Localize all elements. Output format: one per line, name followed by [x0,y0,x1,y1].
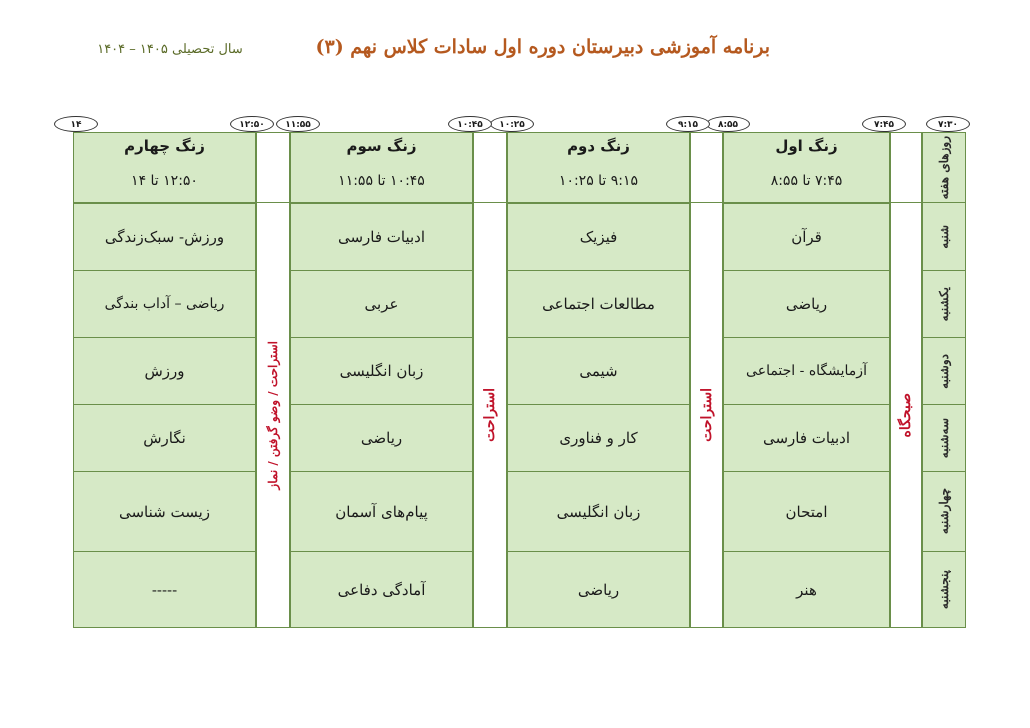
subject-cell: پیام‌های آسمان [291,471,472,551]
subject-cell: آمادگی دفاعی [291,551,472,627]
subject-cell: ورزش [74,337,255,404]
academic-year: سال تحصیلی ۱۴۰۵ – ۱۴۰۴ [97,42,243,57]
time-marker: ۱۴ [54,116,98,132]
subject-cell: قرآن [724,203,889,270]
page-title: برنامه آموزشی دبیرستان دوره اول سادات کلاس نهم (۳) [315,36,770,58]
bell-header [74,133,255,203]
bell-column-4 [73,132,256,628]
bell-name: زنگ سوم [346,137,417,155]
time-marker: ۹:۱۵ [666,116,710,132]
subject-cell: هنر [724,551,889,627]
subject-cell: ریاضی – آداب بندگی [74,270,255,337]
break-label: استراحت [698,388,715,442]
subject-cell: مطالعات اجتماعی [508,270,689,337]
bell-name: زنگ اول [775,137,838,155]
bell-time: ۷:۴۵ تا ۸:۵۵ [770,173,843,189]
break-label: استراحت [482,388,498,442]
subject-cell: ----- [74,551,255,627]
subject-cell: نگارش [74,404,255,471]
bell-column-2 [507,132,690,628]
time-marker: ۷:۴۵ [862,116,906,132]
bell-header [291,133,472,203]
subject-cell: زیست شناسی [74,471,255,551]
subject-cell: ورزش- سبک‌زندگی [74,203,255,270]
morning-assembly-label: صبحگاه [898,392,914,438]
time-marker: ۱۰:۲۵ [490,116,534,132]
break-column-3 [256,132,290,628]
subject-cell: آزمایشگاه - اجتماعی [724,337,889,404]
subject-cell: زبان انگلیسی [508,471,689,551]
subject-cell: شیمی [508,337,689,404]
bell-header [724,133,889,203]
break-column-2 [473,132,507,628]
subject-cell: ریاضی [291,404,472,471]
bell-time: ۹:۱۵ تا ۱۰:۲۵ [558,173,639,189]
bell-name: زنگ دوم [567,137,630,155]
bell-column-1 [723,132,890,628]
time-marker: ۸:۵۵ [706,116,750,132]
day-row: سه‌شنبه [923,404,965,471]
subject-cell: ریاضی [508,551,689,627]
day-row: پنجشنبه [923,551,965,627]
subject-cell: امتحان [724,471,889,551]
bell-name: زنگ چهارم [124,137,205,155]
day-row: چهارشنبه [923,471,965,551]
subject-cell: ادبیات فارسی [724,404,889,471]
subject-cell: ادبیات فارسی [291,203,472,270]
subject-cell: فیزیک [508,203,689,270]
subject-cell: عربی [291,270,472,337]
subject-cell: زبان انگلیسی [291,337,472,404]
subject-cell: ریاضی [724,270,889,337]
days-column [922,132,966,628]
morning-assembly-column [890,132,922,628]
bell-header [508,133,689,203]
bell-time: ۱۰:۴۵ تا ۱۱:۵۵ [338,173,425,189]
time-marker: ۱۲:۵۰ [230,116,274,132]
day-row: دوشنبه [923,337,965,404]
bell-column-3 [290,132,473,628]
time-marker: ۷:۳۰ [926,116,970,132]
days-header: روزهای هفته [923,133,965,203]
bell-time: ۱۲:۵۰ تا ۱۴ [131,173,198,189]
time-marker: ۱۱:۵۵ [276,116,320,132]
subject-cell: کار و فناوری [508,404,689,471]
day-row: شنبه [937,224,951,249]
time-marker: ۱۰:۴۵ [448,116,492,132]
break-column-1 [690,132,723,628]
break-label: استراحت / وضو گرفتن / نماز [266,340,280,490]
day-row: یکشنبه [923,270,965,337]
